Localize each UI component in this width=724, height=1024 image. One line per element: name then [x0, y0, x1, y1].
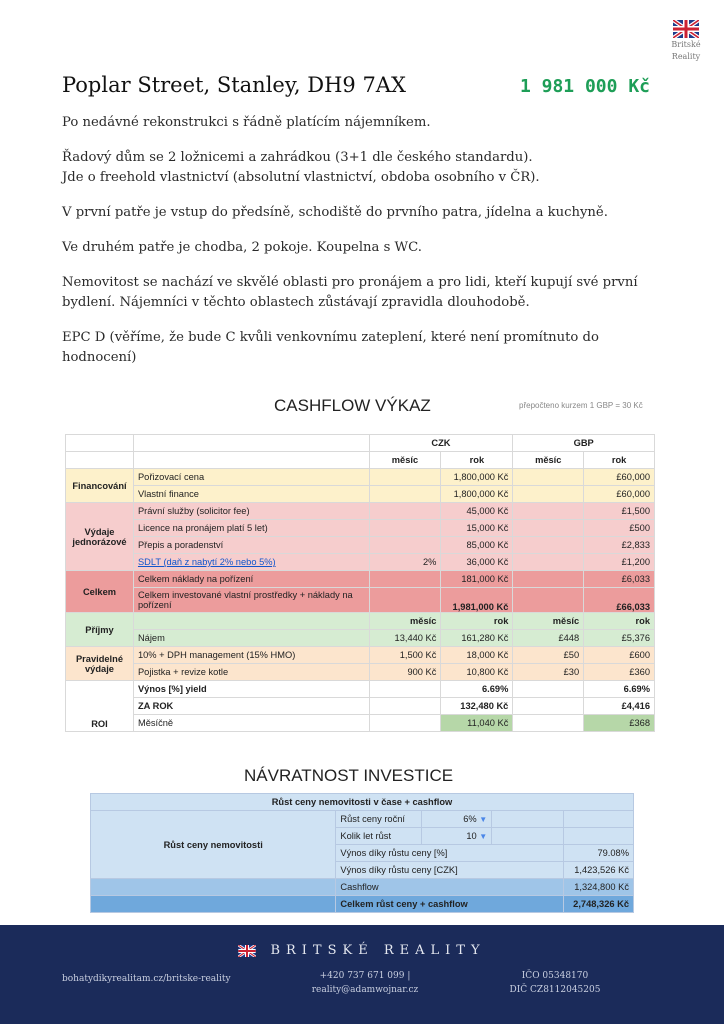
row-label: Růst ceny roční	[336, 811, 422, 828]
gbp-year-value: £368	[584, 715, 655, 732]
currency-header-row	[66, 435, 655, 452]
gbp-year-value: £500	[584, 520, 655, 537]
sdlt-link[interactable]: SDLT (daň z nabytí 2% nebo 5%)	[133, 554, 369, 571]
footer-dic: DIČ CZ8112045205	[509, 985, 601, 995]
desc-line-2a: Řadový dům se 2 ložnicemi a zahrádkou (3+1 dle českého standardu).	[62, 150, 533, 165]
table-row	[66, 537, 655, 554]
row-label: ZA ROK	[133, 698, 369, 715]
cashflow-table	[65, 434, 655, 732]
value-cell: 79.08%	[564, 845, 634, 862]
gbp-year-value: £1,200	[584, 554, 655, 571]
table-row	[66, 503, 655, 520]
row-label: Licence na pronájem platí 5 let)	[133, 520, 369, 537]
czk-year-value: 181,000 Kč	[441, 571, 513, 588]
desc-paragraph-5: Nemovitost se nachází ve skvělé oblasti pro pronájem a pro lidi, kteří kupují své první bydlení. Nájemníci v těchto oblastech zůstávají zpravidla dlouhodobě.	[62, 275, 638, 310]
dropdown-arrow-icon: ▼	[479, 832, 488, 841]
value-cell: 2,748,326 Kč	[564, 896, 634, 913]
czk-month-value: 2%	[369, 554, 441, 571]
desc-paragraph-1: Po nedávné rekonstrukci s řádně platícím nájemníkem.	[62, 115, 431, 130]
row-label: Přepis a poradenství	[133, 537, 369, 554]
table-row	[66, 571, 655, 588]
row-label: Celkem náklady na pořízení	[133, 571, 369, 588]
uk-flag-icon	[238, 945, 256, 957]
czk-year-value: 36,000 Kč	[441, 554, 513, 571]
gbp-year-value: £4,416	[584, 698, 655, 715]
table-row	[66, 520, 655, 537]
row-label: Celkem investované vlastní prostředky + náklady na pořízení	[133, 588, 369, 613]
uk-flag-icon	[673, 20, 699, 38]
logo-text-line1: Britské	[671, 40, 701, 49]
table-row	[66, 554, 655, 571]
table-row	[66, 486, 655, 503]
gbp-year-value: £60,000	[584, 486, 655, 503]
row-label: 10% + DPH management (15% HMO)	[133, 647, 369, 664]
property-price: 1 981 000 Kč	[519, 76, 650, 97]
row-label: Cashflow	[336, 879, 564, 896]
czk-month-value: 13,440 Kč	[369, 630, 441, 647]
czk-year-header: rok	[441, 613, 513, 630]
czk-year-value: 1,800,000 Kč	[441, 469, 513, 486]
category-vydaje: Výdaje jednorázové	[66, 503, 134, 571]
britske-reality-logo	[668, 20, 704, 62]
gbp-year-header: rok	[584, 613, 655, 630]
desc-paragraph-3: V první patře je vstup do předsíně, schodiště do prvního patra, jídelna a kuchyně.	[62, 205, 608, 220]
table-row	[91, 811, 634, 828]
czk-year-header: rok	[441, 452, 513, 469]
row-label: Nájem	[133, 630, 369, 647]
property-title: Poplar Street, Stanley, DH9 7AX	[62, 73, 406, 97]
gbp-month-value: £30	[513, 664, 584, 681]
table-row	[66, 613, 655, 630]
table-row	[66, 681, 655, 698]
kolik-select[interactable]	[422, 828, 492, 845]
footer-phone[interactable]: +420 737 671 099 |	[319, 971, 411, 981]
property-description	[62, 113, 662, 383]
rust-select[interactable]	[422, 811, 492, 828]
table-row	[66, 588, 655, 613]
czk-year-value: 15,000 Kč	[441, 520, 513, 537]
row-label: Výnos díky růstu ceny [%]	[336, 845, 564, 862]
row-label: Měsíčně	[133, 715, 369, 732]
footer-website-link[interactable]: bohatydikyrealitam.cz/britske-reality	[62, 974, 231, 984]
gbp-year-value: £6,033	[584, 571, 655, 588]
period-header-row	[66, 452, 655, 469]
table-title: Růst ceny nemovitosti v čase + cashflow	[91, 794, 634, 811]
gbp-year-value: £360	[584, 664, 655, 681]
czk-year-value: 45,000 Kč	[441, 503, 513, 520]
czk-year-value: 10,800 Kč	[441, 664, 513, 681]
category-prijmy: Příjmy	[66, 613, 134, 647]
czk-header: CZK	[369, 435, 513, 452]
czk-month-value: 900 Kč	[369, 664, 441, 681]
gbp-month-value: £448	[513, 630, 584, 647]
czk-month-header: měsíc	[369, 452, 441, 469]
table-row	[66, 664, 655, 681]
gbp-year-value: £2,833	[584, 537, 655, 554]
cashflow-title: CASHFLOW VÝKAZ	[274, 396, 431, 415]
desc-paragraph-2	[62, 148, 662, 188]
czk-year-value: 85,000 Kč	[441, 537, 513, 554]
czk-year-value: 1,800,000 Kč	[441, 486, 513, 503]
row-label: Právní služby (solicitor fee)	[133, 503, 369, 520]
table-title-row	[91, 794, 634, 811]
gbp-year-value: £60,000	[584, 469, 655, 486]
gbp-year-value: £1,500	[584, 503, 655, 520]
desc-paragraph-6: EPC D (věříme, že bude C kvůli venkovnímu zateplení, které není promítnuto do hodnocení)	[62, 330, 599, 365]
row-label: Pojistka + revize kotle	[133, 664, 369, 681]
gbp-month-header: měsíc	[513, 613, 584, 630]
footer-contact	[300, 969, 430, 997]
gbp-month-value: £50	[513, 647, 584, 664]
row-label: Pořizovací cena	[133, 469, 369, 486]
footer-email[interactable]: reality@adamwojnar.cz	[311, 985, 419, 995]
czk-month-value: 1,500 Kč	[369, 647, 441, 664]
table-row	[66, 698, 655, 715]
czk-year-value: 11,040 Kč	[441, 715, 513, 732]
category-celkem: Celkem	[66, 571, 134, 613]
dropdown-arrow-icon: ▼	[479, 815, 488, 824]
czk-month-header: měsíc	[369, 613, 441, 630]
value-cell: 1,423,526 Kč	[564, 862, 634, 879]
footer-ico: IČO 05348170	[521, 971, 589, 981]
gbp-year-value: 6.69%	[584, 681, 655, 698]
row-label: Kolik let růst	[336, 828, 422, 845]
gbp-year-value: £600	[584, 647, 655, 664]
footer-company-ids	[500, 969, 610, 997]
table-row	[66, 715, 655, 732]
table-row	[66, 469, 655, 486]
rust-value: 6%	[463, 814, 477, 824]
row-label: Výnos [%] yield	[133, 681, 369, 698]
table-row	[91, 896, 634, 913]
table-row	[91, 879, 634, 896]
gbp-year-value: £5,376	[584, 630, 655, 647]
group-label: Růst ceny nemovitosti	[91, 811, 336, 879]
kolik-value: 10	[466, 831, 477, 841]
czk-year-value: 161,280 Kč	[441, 630, 513, 647]
row-label: Vlastní finance	[133, 486, 369, 503]
row-label: Celkem růst ceny + cashflow	[336, 896, 564, 913]
footer-brand-text: BRITSKÉ REALITY	[270, 943, 486, 958]
value-cell: 1,324,800 Kč	[564, 879, 634, 896]
gbp-year-header: rok	[584, 452, 655, 469]
desc-paragraph-4: Ve druhém patře je chodba, 2 pokoje. Koupelna s WC.	[62, 240, 422, 255]
table-row	[66, 647, 655, 664]
table-row	[66, 630, 655, 647]
gbp-month-header: měsíc	[513, 452, 584, 469]
czk-year-value: 6.69%	[441, 681, 513, 698]
gbp-header: GBP	[513, 435, 655, 452]
row-label: Výnos díky růstu ceny [CZK]	[336, 862, 564, 879]
logo-text-line2: Reality	[671, 52, 701, 61]
footer	[0, 925, 724, 1024]
category-roi: ROI	[66, 681, 134, 732]
category-pravidelne: Pravidelné výdaje	[66, 647, 134, 681]
navratnost-table	[90, 793, 634, 913]
czk-year-value: 18,000 Kč	[441, 647, 513, 664]
navratnost-title: NÁVRATNOST INVESTICE	[244, 766, 454, 785]
exchange-rate-note: přepočteno kurzem 1 GBP = 30 Kč	[519, 401, 643, 410]
czk-year-value: 1,981,000 Kč	[441, 588, 513, 613]
czk-year-value: 132,480 Kč	[441, 698, 513, 715]
desc-line-2b: Jde o freehold vlastnictví (absolutní vlastnictví, obdoba osobního v ČR).	[62, 170, 540, 185]
footer-brand	[0, 943, 724, 958]
category-financovani: Financování	[66, 469, 134, 503]
gbp-year-value: £66,033	[584, 588, 655, 613]
